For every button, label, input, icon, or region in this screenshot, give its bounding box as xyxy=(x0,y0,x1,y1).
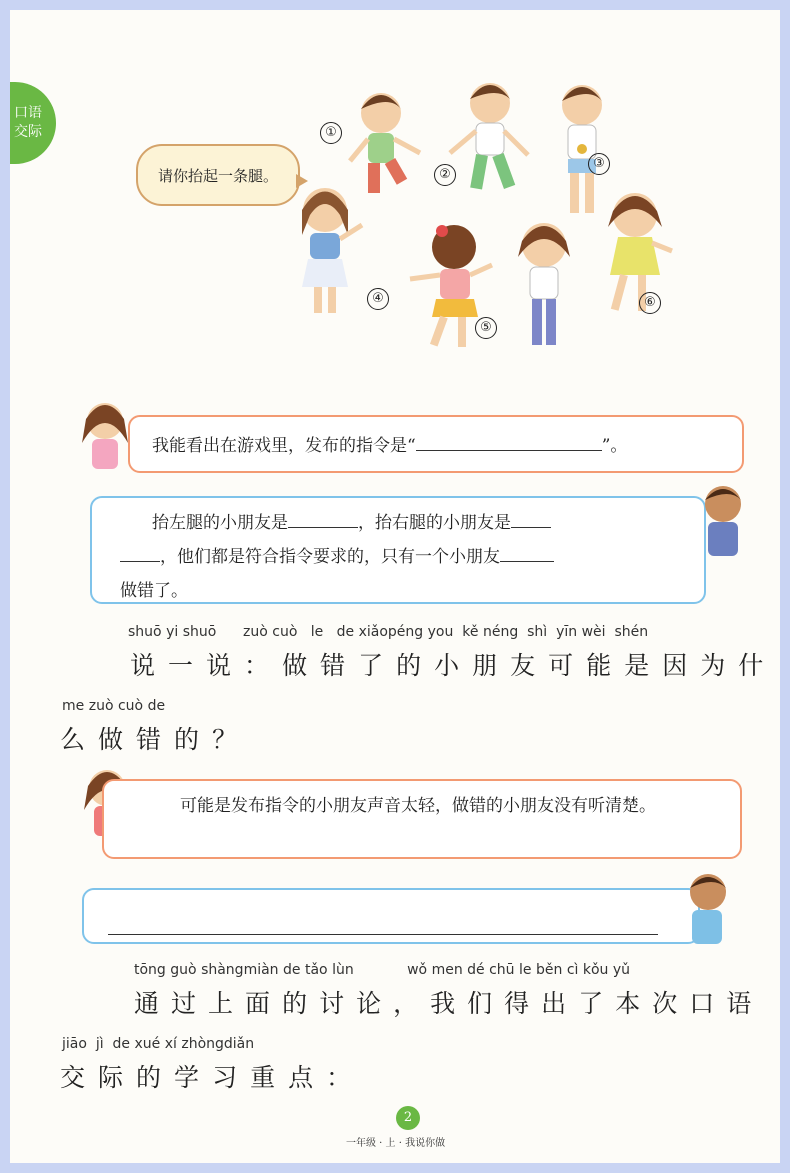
number-3: ③ xyxy=(588,153,610,175)
kid-1-figure xyxy=(350,93,420,193)
kid-2-figure xyxy=(450,83,528,190)
statement-3-text: 可能是发布指令的小朋友声音太轻，做错的小朋友没有听清楚。 xyxy=(180,796,656,816)
speech-bubble xyxy=(136,144,300,206)
kid-4-figure xyxy=(302,188,362,313)
statement-1-text: 我能看出在游戏里，发布的指令是“ xyxy=(152,436,416,456)
question-1-line2: 么做错的？ xyxy=(60,725,251,754)
section-tag-line1: 口语 xyxy=(14,105,42,121)
number-4: ④ xyxy=(367,288,389,310)
statement-box-1 xyxy=(128,415,744,473)
page-number: 2 xyxy=(396,1106,420,1130)
answer-blank-3[interactable] xyxy=(511,507,551,528)
question-2-line1: 通过上面的讨论，我们得出了本次口语 xyxy=(134,989,764,1018)
textbook-page xyxy=(10,10,780,1163)
answer-blank-3-cont[interactable] xyxy=(120,541,160,562)
statement-2-part2: ，抬右腿的小朋友是 xyxy=(358,513,511,533)
answer-blank-2[interactable] xyxy=(288,507,358,528)
kid-6-figure xyxy=(518,223,570,345)
kid-3-figure xyxy=(562,85,602,213)
kid-7-figure xyxy=(608,193,672,311)
boy-avatar-1 xyxy=(696,480,750,560)
answer-box[interactable] xyxy=(82,888,700,944)
number-1: ① xyxy=(320,122,342,144)
question-2-line2: 交际的学习重点： xyxy=(60,1063,365,1092)
footer-text: 一年级 · 上 · 我说你做 xyxy=(346,1138,446,1149)
question-2-pinyin-line2: jiāo jì de xué xí zhòngdiǎn xyxy=(62,1036,255,1052)
question-1-pinyin-line2: me zuò cuò de xyxy=(62,698,166,714)
number-5: ⑤ xyxy=(475,317,497,339)
statement-2-part3: ，他们都是符合指令要求的，只有一个小朋友 xyxy=(160,547,500,567)
question-2-pinyin-line1: tōng guò shàngmiàn de tǎo lùn wǒ men dé chū le běn cì kǒu yǔ xyxy=(134,962,631,978)
number-6: ⑥ xyxy=(639,292,661,314)
statement-2-part4: 做错了。 xyxy=(120,581,188,601)
question-1-line1: 说一说：做错了的小朋友可能是因为什 xyxy=(130,651,777,680)
statement-1-end: ”。 xyxy=(601,436,628,456)
number-2: ② xyxy=(434,164,456,186)
statement-box-3 xyxy=(102,779,742,859)
speech-text: 请你抬起一条腿。 xyxy=(157,166,278,185)
statement-2-part1: 抬左腿的小朋友是 xyxy=(152,513,288,533)
answer-blank-4[interactable] xyxy=(500,541,554,562)
question-1-pinyin-line1: shuō yi shuō zuò cuò le de xiǎopéng you kě néng shì yīn wèi shén xyxy=(128,624,649,640)
statement-box-2 xyxy=(90,496,706,604)
boy-avatar-2 xyxy=(678,868,738,948)
girl-avatar-1 xyxy=(78,395,132,473)
section-tag-line2: 交际 xyxy=(14,124,42,140)
answer-line[interactable] xyxy=(108,914,658,935)
answer-blank-1[interactable] xyxy=(416,430,602,451)
section-tag xyxy=(10,82,56,164)
